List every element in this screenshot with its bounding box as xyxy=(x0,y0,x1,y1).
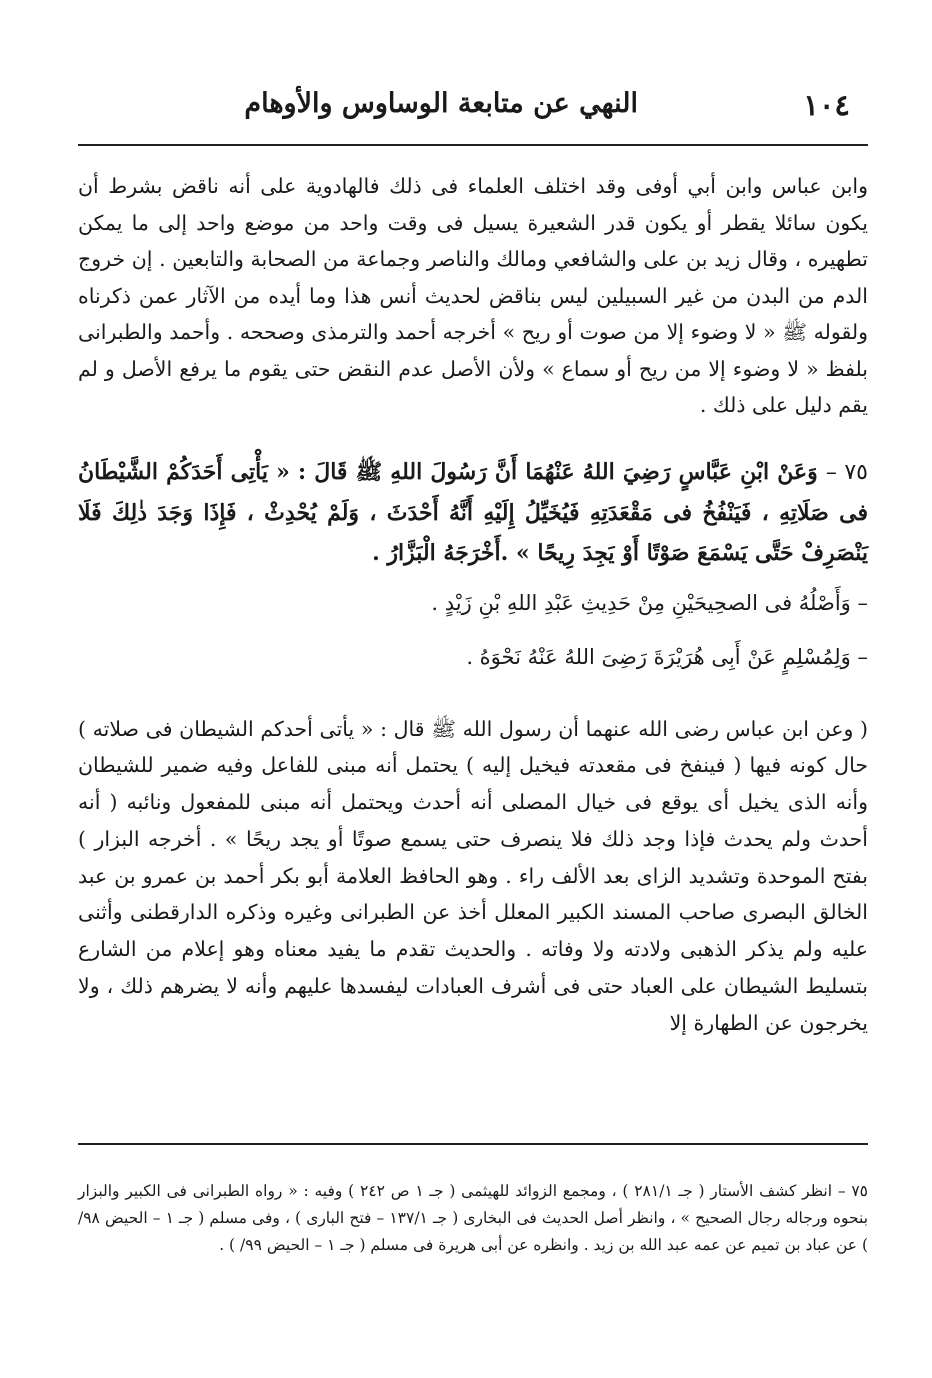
hadith-75 xyxy=(78,452,868,573)
running-title: النهي عن متابعة الوساوس والأوهام xyxy=(244,88,638,119)
hadith-number: ٧٥ – xyxy=(825,459,868,485)
main-text xyxy=(78,168,868,1042)
hadith-note-1: – وَأَصْلُهُ فى الصحِيحَيْنِ مِنْ حَدِيثِ عَبْدِ اللهِ بْنِ زَيْدٍ . xyxy=(431,590,868,615)
footnotes xyxy=(78,1178,868,1259)
explanation-text: ( وعن ابن عباس رضى الله عنهما أن رسول الله ﷺ قال : « يأتى أحدكم الشيطان فى صلاته ) حال كونه فيها ( فينفخ فى مقعدته فيخيل إليه ) يحتمل أنه مبنى للفاعل وفيه ضمير للشيطان وأنه الذى يخيل أى يوقع فى خيال المصلى أنه أحدث ويحتمل أنه مبنى للمفعول ونائبه ( أنه أحدث ولم يحدث فإذا وجد ذلك فلا ينصرف حتى يسمع صوتًا أو يجد ريحًا » . أخرجه البزار ) بفتح الموحدة وتشديد الزاى بعد الألف راء . وهو الحافظ العلامة أبو بكر أحمد بن عمرو بن عبد الخالق البصرى صاحب المسند الكبير المعلل أخذ عن الطبرانى وغيره وذكره الدارقطنى وأثنى عليه ولم يذكر الذهبى ولادته ولا وفاته . والحديث تقدم ما يفيد معناه وهو إعلام من الشارع بتسليط الشيطان على العباد حتى فى أشرف العبادات ليفسدها عليهم وأنه لا يضرهم ذلك ، ولا يخرجون عن الطهارة إلا xyxy=(78,716,868,1035)
header-rule xyxy=(78,144,868,146)
hadith-text: وَعَنْ ابْنِ عَبَّاسٍ رَضِيَ اللهُ عَنْهُمَا أَنَّ رَسُولَ اللهِ ﷺ قَالَ : « يَأْتِى أَحَدَكُمْ الشَّيْطَانُ فى صَلَاتِهِ ، فَيَنْفُخُ فى مَقْعَدَتِهِ فَيُخَيِّلُ إِلَيْهِ أَنَّهُ أَحْدَثَ ، وَلَمْ يُحْدِثْ ، فَإِذَا وَجَدَ ذٰلِكَ فَلَا يَنْصَرِفْ حَتَّى يَسْمَعَ صَوْتًا أَوْ يَجِدَ رِيحًا » .أَخْرَجَهُ الْبَزَّارُ . xyxy=(78,458,868,566)
page-number: ١٠٤ xyxy=(803,88,850,122)
page-header xyxy=(78,70,868,134)
book-page xyxy=(78,70,869,1254)
commentary-intro: وابن عباس وابن أبي أوفى وقد اختلف العلماء فى ذلك فالهادوية على أنه ناقض بشرط أن يكون سائلا يقطر أو يكون قدر الشعيرة يسيل فى وقت واحد من موضع واحد إلى ما يمكن تطهيره ، وقال زيد بن على والشافعي ومالك والناصر وجماعة من الصحابة والتابعين . إن خروج الدم من البدن من غير السبيلين ليس بناقض لحديث أنس هذا وما أيده من الآثار عمن ذكرناه ولقوله ﷺ « لا وضوء إلا من صوت أو ريح » أخرجه أحمد والترمذى وصححه . وأحمد والطبرانى بلفظ « لا وضوء إلا من ريح أو سماع » ولأن الأصل عدم النقض حتى يقوم ما يرفع الأصل و لم يقم دليل على ذلك . xyxy=(78,174,868,417)
footnote-75: ٧٥ – انظر كشف الأستار ( جـ ٢٨١/١ ) ، ومجمع الزوائد للهيثمى ( جـ ١ ص ٢٤٢ ) وفيه : « رواه الطبرانى فى الكبير والبزار بنحوه ورجاله رجال الصحيح » ، وانظر أصل الحديث فى البخارى ( جـ ١٣٧/١ – فتح البارى ) ، وفى مسلم ( جـ ١ – الحيض ٩٨/ ) عن عباد بن تميم عن عمه عبد الله بن زيد . وانظره عن أبى هريرة فى مسلم ( جـ ١ – الحيض ٩٩/ ) . xyxy=(78,1182,869,1254)
hadith-note-2: – وَلِمُسْلِمٍ عَنْ أَبِى هُرَيْرَةَ رَضِىَ اللهُ عَنْهُ نَحْوَهُ . xyxy=(466,644,868,669)
footnote-rule xyxy=(78,1143,868,1145)
